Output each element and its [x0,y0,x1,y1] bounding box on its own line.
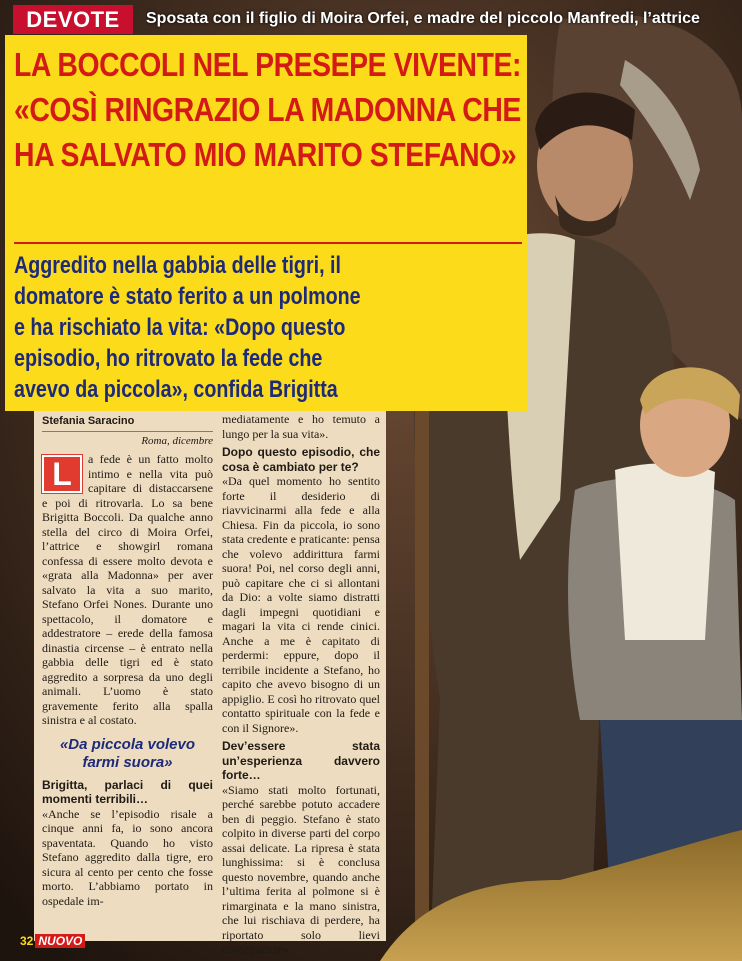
subheadline [14,250,506,405]
headline-line: «COSÌ RINGRAZIO LA MADONNA CHE [14,91,521,128]
subhead-line: Aggredito nella gabbia delle tigri, il [14,252,341,279]
lead-paragraph: a fede è un fatto molto intimo e nella vita può capitare di distaccarsene e poi di ritrovarla. Lo sa bene Brigitta Boccoli. Da qualche anno stella del circo di Moira Orfei, l’attrice e showgirl romana confessa di essere molto devota e «grata alla Madonna» per aver salvato la vita a suo marito, Stefano Orfei Nones. Durante uno spettacolo, il domatore e addestratore – erede della famosa dinastia circense – è entrato nella gabbia delle tigri ed è stato aggredito a sorpresa da uno degli animali. L’uomo è stato gravemente ferito alla spalla sinistra e al costato. [42,452,213,727]
subhead-line: avevo da piccola», confida Brigitta [14,376,338,403]
subhead-line: e ha rischiato la vita: «Dopo questo [14,314,346,341]
question: Dev’essere stata un’esperienza davvero forte… [222,739,380,782]
article-column-1 [42,412,213,908]
headline-line: HA SALVATO MIO MARITO STEFANO» [14,136,517,173]
article-column-2 [222,412,380,957]
answer-paragraph: «Da quel momento ho sentito forte il desiderio di riavvicinarmi alla fede e alla Chiesa. Fin da piccola, io sono stata credente e praticante: pensa che volevo addirittura farmi suora! Poi, nel corso degli anni, può capitare che ci si allontani da Dio: a volte siamo distratti dagli impegni quotidiani e magari la vita ci rende cinici. Anche a me è capitato di perdermi: eppure, dopo il terribile incidente a Stefano, ho capito che avevo bisogno di un appiglio. E così ho ritrovato quel contatto spirituale con la fede e con il Signore». [222,474,380,735]
section-tag: DEVOTE [13,5,133,34]
magazine-logo: NUOVO [35,934,85,948]
answer-continuation: mediatamente e ho temuto a lungo per la sua vita». [222,412,380,441]
dateline: Roma, dicembre [141,434,213,447]
question: Dopo questo episodio, che cosa è cambiato per te? [222,445,380,474]
subhead-line: domatore è stato ferito a un polmone [14,283,361,310]
pull-quote: «Da piccola volevo farmi suora» [59,735,196,771]
subhead-line: episodio, ho ritrovato la fede che [14,345,323,372]
answer-paragraph: «Siamo stati molto fortunati, perché sarebbe potuto accadere ben di peggio. Stefano è stato colpito in diverse parti del corpo assai delicate. La ripresa è stata lunghissima: si è conclusa questo novembre, quando anche l’ultima ferita al polmone si è rimarginata e la mano sinistra, che lui rischiava di perdere, ha riportato solo lievi conseguenze». [222,782,380,956]
answer-paragraph: «Anche se l’episodio risale a cinque anni fa, io sono ancora spaventata. Quando ho visto Stefano aggredito dalla tigre, ero sicura al cento per cento che fosse morto. L’abbiamo portato in ospedale im- [42,806,213,908]
page-number: 32 [20,933,34,948]
drop-cap: L [42,455,82,493]
kicker-text: Sposata con il figlio di Moira Orfei, e madre del piccolo Manfredi, l’attrice [146,10,700,27]
headline [14,42,521,177]
question: Brigitta, parlaci di quei momenti terribili… [42,777,213,806]
page-footer [20,933,85,948]
title-divider [14,242,522,244]
headline-line: LA BOCCOLI NEL PRESEPE VIVENTE: [14,46,522,83]
author-byline: Stefania Saracino [42,414,213,432]
